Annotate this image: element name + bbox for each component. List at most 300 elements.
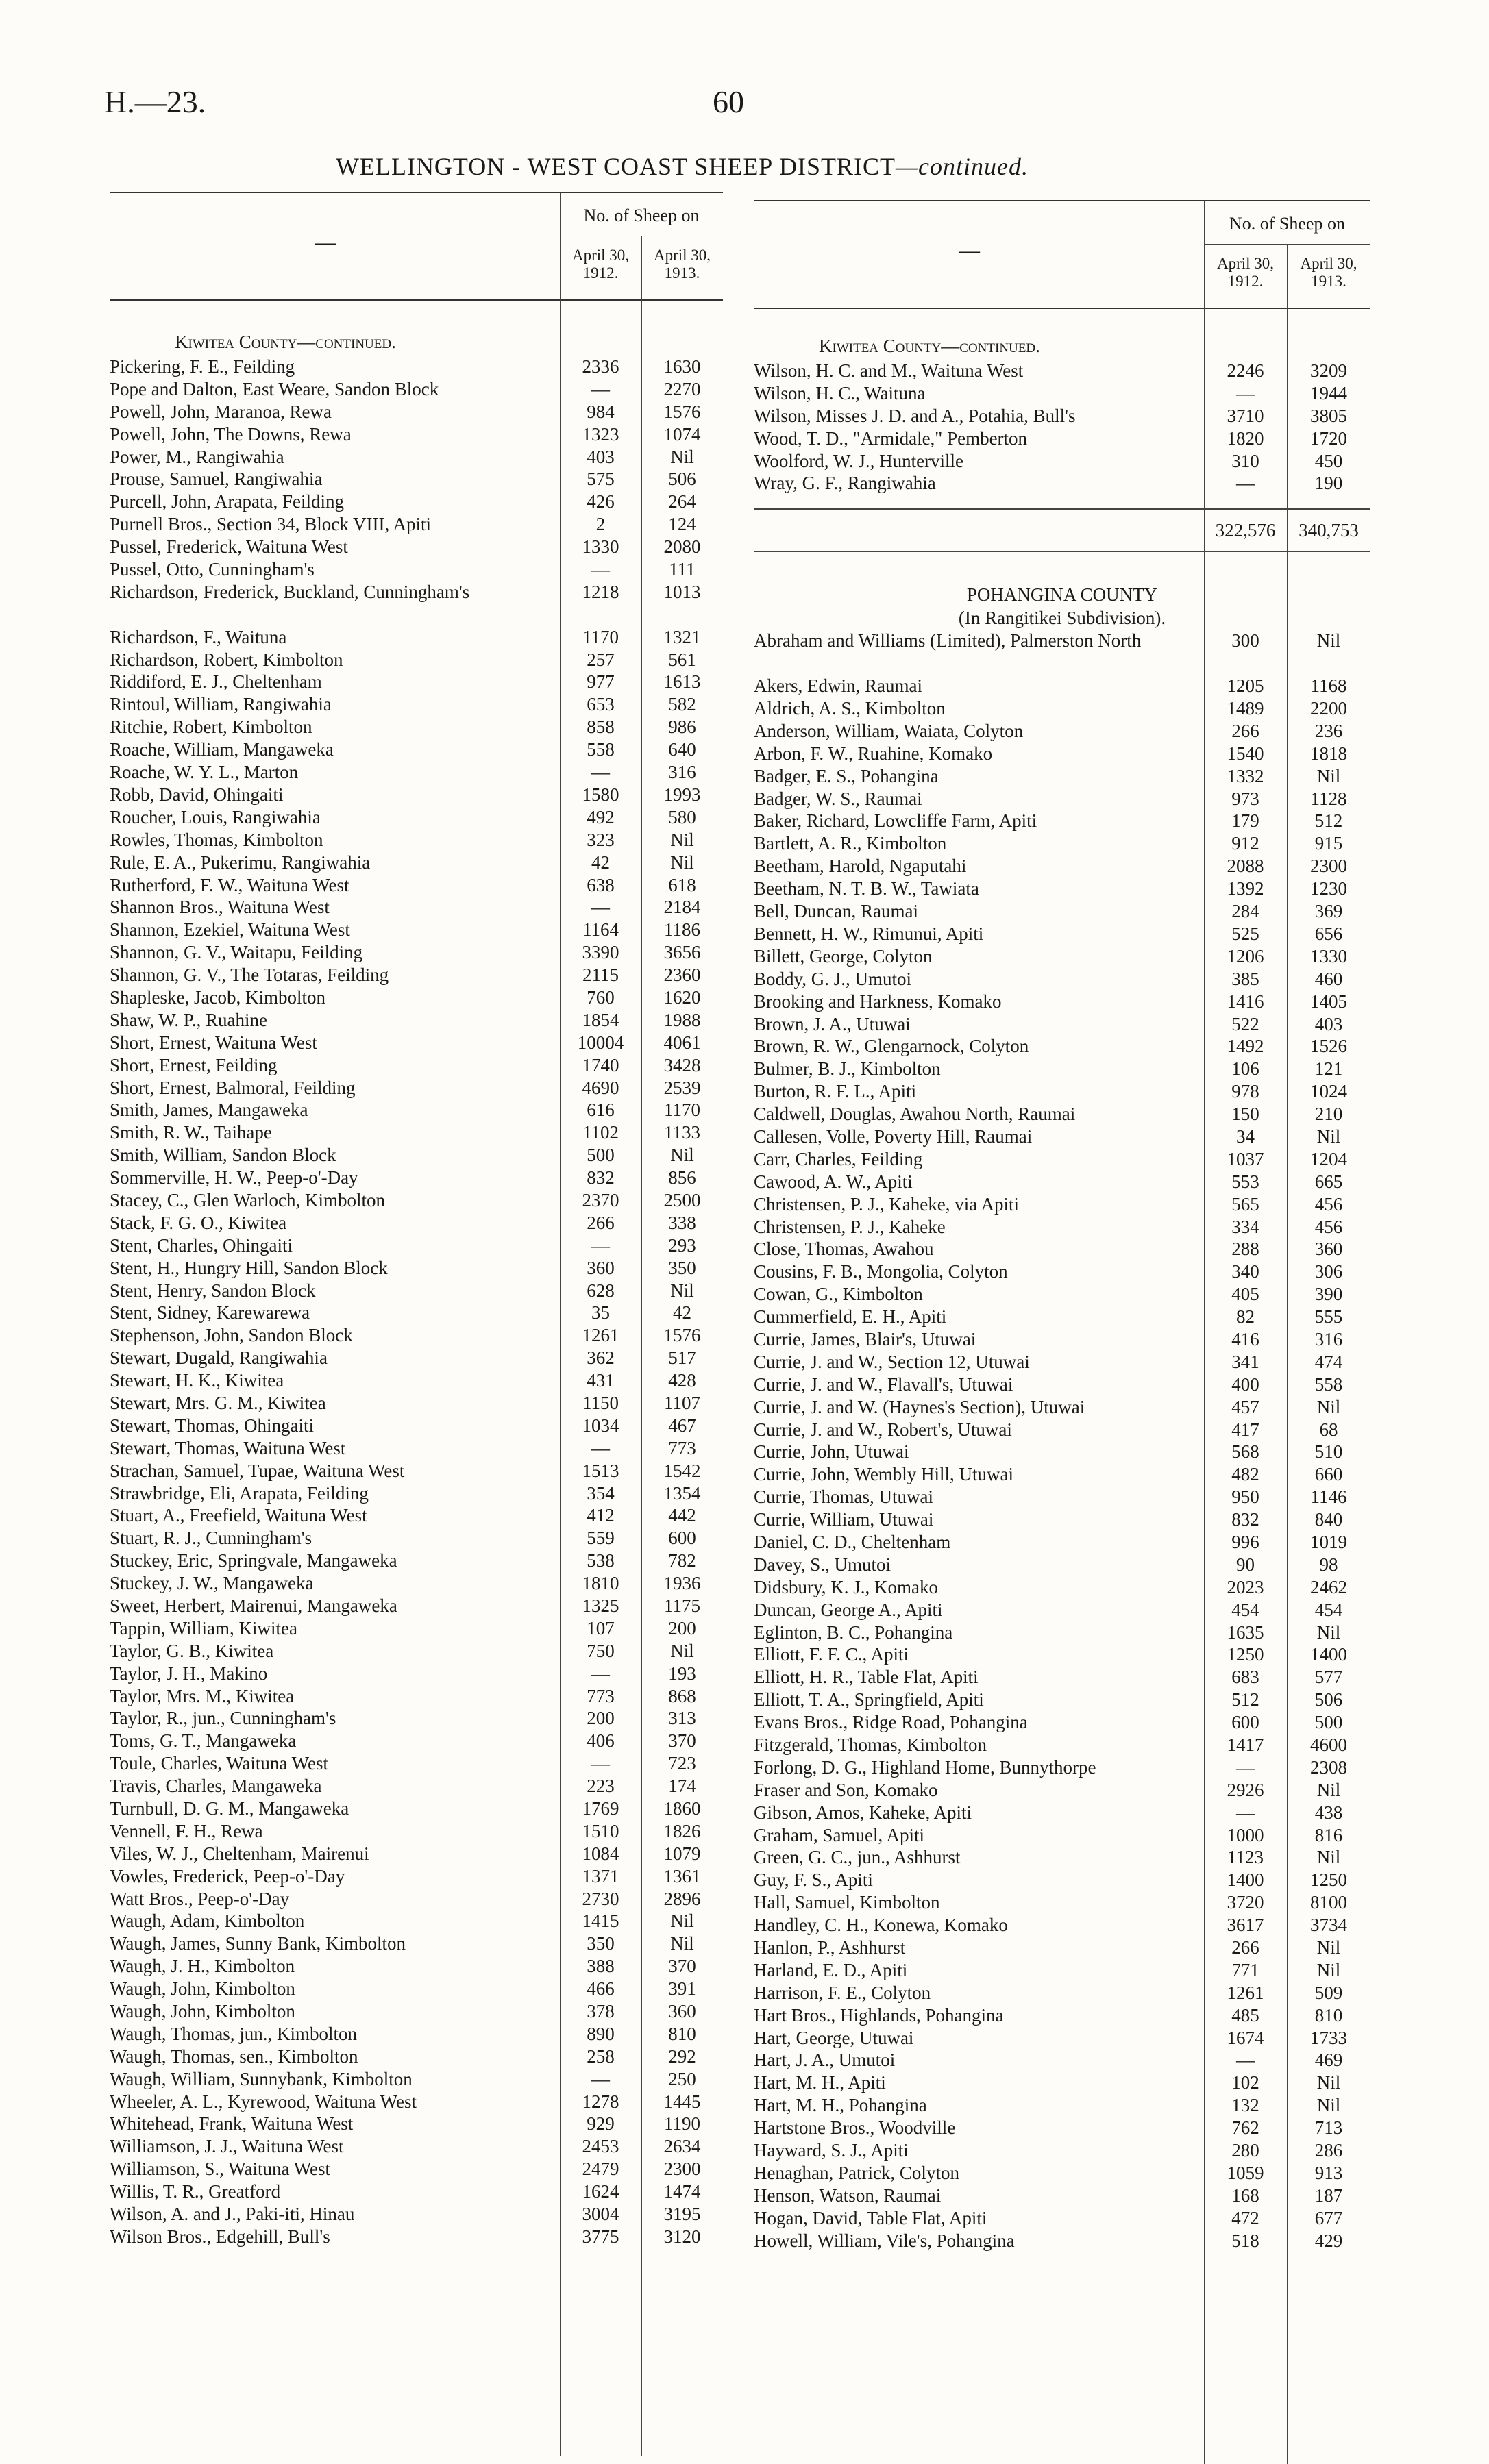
sheep-1913: 2500 (663, 1189, 701, 1210)
sheep-1913: 986 (668, 717, 696, 738)
table-row (754, 1013, 1370, 1036)
table-row (754, 1238, 1370, 1260)
owner-name: Smith, James, Mangaweka (110, 1099, 308, 1121)
table-row (754, 2185, 1370, 2207)
sheep-1913: 2300 (1310, 856, 1347, 877)
sheep-1912: 1278 (582, 2091, 619, 2112)
sheep-1912: 890 (587, 2023, 615, 2044)
sheep-1913: 190 (1314, 473, 1343, 494)
sheep-1913: 500 (1314, 1712, 1343, 1733)
table-row (110, 1189, 723, 1212)
sheep-1912: 354 (587, 1482, 615, 1504)
sheep-1912: 912 (1231, 833, 1259, 854)
owner-name: Fraser and Son, Komako (754, 1779, 938, 1800)
sheep-1913: Nil (670, 446, 694, 467)
owner-name: Hart, M. H., Pohangina (754, 2095, 927, 2116)
sheep-1913: 429 (1314, 2230, 1343, 2251)
sheep-1913: 316 (668, 762, 696, 783)
sheep-1912: 1580 (582, 784, 619, 805)
sheep-1913: 2080 (663, 536, 701, 558)
owner-name: Rule, E. A., Pukerimu, Rangiwahia (110, 851, 371, 873)
owner-name: Woolford, W. J., Hunterville (754, 450, 964, 471)
sheep-1912: 559 (587, 1528, 615, 1549)
owner-name: Hart Bros., Highlands, Pohangina (754, 2004, 1004, 2026)
table-row (754, 2117, 1370, 2139)
table-row (110, 356, 723, 378)
right-section-heading (754, 332, 1370, 360)
sheep-1913: 810 (668, 2023, 696, 2044)
sheep-1913: Nil (670, 1280, 694, 1301)
sheep-1913: 3428 (663, 1054, 701, 1075)
sheep-1912: — (1236, 1802, 1255, 1823)
sheep-1912: 284 (1231, 901, 1259, 922)
owner-name: Richardson, Frederick, Buckland, Cunningham's (110, 581, 470, 602)
owner-name: Bulmer, B. J., Kimbolton (754, 1058, 941, 1080)
header-dash: — (959, 239, 980, 262)
owner-name: Bennett, H. W., Rimunui, Apiti (754, 923, 984, 944)
table-row (754, 1734, 1370, 1756)
sheep-1912: 1769 (582, 1798, 619, 1819)
table-row (754, 675, 1370, 697)
sheep-1913: 1204 (1310, 1148, 1347, 1169)
sheep-1913: 4061 (663, 1032, 701, 1053)
owner-name: Stack, F. G. O., Kiwitea (110, 1212, 287, 1233)
sheep-1913: 1175 (664, 1595, 700, 1616)
owner-name: Currie, J. and W., Section 12, Utuwai (754, 1351, 1030, 1372)
owner-name: Taylor, Mrs. M., Kiwitea (110, 1685, 295, 1706)
owner-name: Eglinton, B. C., Pohangina (754, 1621, 953, 1643)
sheep-1912: 538 (587, 1550, 615, 1571)
sheep-1912: 1170 (582, 626, 619, 647)
owner-name: Smith, William, Sandon Block (110, 1145, 336, 1166)
sheep-1912: 431 (587, 1370, 615, 1391)
total-1912: 322,576 (1215, 520, 1276, 541)
table-row (110, 874, 723, 897)
table-row (754, 2004, 1370, 2027)
sheep-1912: 341 (1231, 1351, 1259, 1372)
sheep-1913: 428 (668, 1370, 696, 1391)
owner-name: Waugh, John, Kimbolton (110, 1978, 295, 2000)
sheep-1913: 510 (1314, 1441, 1343, 1463)
table-row (110, 784, 723, 806)
table-row (110, 423, 723, 446)
sheep-1913: 1860 (663, 1798, 701, 1819)
table-row (754, 923, 1370, 945)
table-row (754, 1306, 1370, 1328)
sheep-1912: 1510 (582, 1820, 619, 1841)
owner-name: Williamson, S., Waituna West (110, 2158, 331, 2180)
owner-name: Beetham, Harold, Ngaputahi (754, 856, 967, 877)
table-row (110, 1640, 723, 1663)
table-row (110, 1595, 723, 1617)
owner-name: Stent, H., Hungry Hill, Sandon Block (110, 1257, 388, 1278)
table-row (110, 1482, 723, 1505)
owner-name: Wheeler, A. L., Kyrewood, Waituna West (110, 2091, 417, 2112)
sheep-1913: 1361 (663, 1865, 701, 1887)
owner-name: Shannon Bros., Waituna West (110, 897, 330, 918)
owner-name: Stent, Henry, Sandon Block (110, 1280, 316, 1301)
table-row (754, 1937, 1370, 1959)
owner-name: Hanlon, P., Ashhurst (754, 1937, 906, 1958)
owner-name: Stuckey, Eric, Springvale, Mangaweka (110, 1550, 397, 1571)
owner-name: Purnell Bros., Section 34, Block VIII, Apiti (110, 514, 431, 535)
sheep-1912: 2336 (582, 356, 619, 377)
sheep-1913: Nil (1316, 1779, 1341, 1800)
table-row (754, 788, 1370, 810)
owner-name: Waugh, Adam, Kimbolton (110, 1911, 305, 1932)
table-row (110, 896, 723, 919)
table-row (110, 1504, 723, 1527)
owner-name: Waugh, J. H., Kimbolton (110, 1956, 295, 1977)
sheep-1912: 558 (587, 739, 615, 760)
sheep-1913: 1170 (664, 1099, 700, 1121)
sheep-1913: 555 (1314, 1306, 1343, 1328)
sheep-1913: 456 (1314, 1216, 1343, 1237)
sheep-1912: 223 (587, 1776, 615, 1797)
sheep-1912: — (591, 1753, 610, 1774)
sheep-1913: 640 (668, 739, 696, 760)
sheep-1912: 996 (1231, 1531, 1259, 1552)
sheep-1912: 832 (1231, 1509, 1259, 1530)
owner-name: Waugh, William, Sunnybank, Kimbolton (110, 2068, 413, 2089)
owner-name: Boddy, G. J., Umutoi (754, 968, 912, 989)
table-row (110, 401, 723, 423)
sheep-1913: 1613 (663, 671, 701, 693)
owner-name: Davey, S., Umutoi (754, 1554, 891, 1575)
left-section-heading (110, 328, 723, 356)
table-row (110, 1865, 723, 1888)
sheep-1912: 984 (587, 401, 615, 422)
sheep-1912: 403 (587, 446, 615, 467)
page-number: 60 (713, 84, 744, 119)
sheep-1913: 2184 (663, 897, 701, 918)
sheep-1913: 111 (669, 559, 696, 580)
owner-name: Evans Bros., Ridge Road, Pohangina (754, 1712, 1028, 1733)
sheep-1912: 132 (1231, 2095, 1259, 2116)
sheep-1912: 977 (587, 671, 615, 693)
sheep-1913: 656 (1314, 923, 1343, 944)
sheep-1913: 390 (1314, 1284, 1343, 1305)
table-row (754, 2027, 1370, 2050)
sheep-1913: 816 (1314, 1824, 1343, 1845)
sheep-1913: 338 (668, 1212, 696, 1233)
sheep-1913: Nil (1316, 2072, 1341, 2093)
table-row (754, 1711, 1370, 1734)
table-row (110, 2023, 723, 2045)
sheep-1913: 3209 (1310, 360, 1347, 381)
owner-name: Shaw, W. P., Ruahine (110, 1009, 268, 1030)
sheep-1912: 3004 (582, 2204, 619, 2225)
owner-name: Shannon, Ezekiel, Waituna West (110, 919, 350, 941)
table-row (754, 743, 1370, 765)
sheep-1913: 370 (668, 1956, 696, 1977)
sheep-1912: 1392 (1227, 878, 1264, 899)
owner-name: Stent, Sidney, Karewarewa (110, 1302, 310, 1323)
sheep-1913: 4600 (1310, 1734, 1347, 1755)
sheep-1912: 628 (587, 1280, 615, 1301)
sheep-1912: 1415 (582, 1911, 619, 1932)
owner-name: Beetham, N. T. B. W., Tawiata (754, 878, 979, 899)
sheep-1913: 1074 (663, 423, 701, 445)
table-row (754, 1846, 1370, 1869)
sheep-1912: 406 (587, 1730, 615, 1752)
sheep-1913: 1405 (1310, 991, 1347, 1012)
sheep-1913: Nil (1316, 1125, 1341, 1147)
sheep-1913: 1079 (663, 1843, 701, 1864)
sheep-1912: 3775 (582, 2226, 619, 2247)
owner-name: Shannon, G. V., The Totaras, Feilding (110, 965, 389, 986)
sheep-1912: 257 (587, 649, 615, 670)
table-row (754, 1463, 1370, 1486)
table-row (110, 2068, 723, 2091)
owner-name: Short, Ernest, Balmoral, Feilding (110, 1077, 356, 1098)
title-main: WELLINGTON - WEST COAST SHEEP DISTRICT (336, 153, 896, 180)
sheep-1913: 582 (668, 694, 696, 715)
kiwitea-total-row (754, 508, 1370, 552)
owner-name: Brown, J. A., Utuwai (754, 1013, 911, 1034)
sheep-1912: 472 (1231, 2207, 1259, 2228)
owner-name: Currie, John, Wembly Hill, Utuwai (754, 1464, 1014, 1485)
sheep-1912: 1417 (1227, 1734, 1264, 1755)
owner-name: Richardson, Robert, Kimbolton (110, 649, 343, 670)
sheep-1912: 973 (1231, 788, 1259, 809)
table-row (110, 1280, 723, 1302)
sheep-1913: 2462 (1310, 1576, 1347, 1597)
table-row (110, 2135, 723, 2158)
owner-name: Wilson, H. C. and M., Waituna West (754, 360, 1024, 381)
sheep-1913: 868 (668, 1685, 696, 1706)
owner-name: Currie, John, Utuwai (754, 1441, 909, 1463)
table-row (754, 450, 1370, 473)
sheep-1912: 466 (587, 1978, 615, 2000)
table-row (754, 720, 1370, 743)
sheep-1913: 1720 (1310, 427, 1347, 449)
sheep-1913: Nil (670, 1640, 694, 1661)
table-row (754, 2094, 1370, 2117)
owner-name: Stephenson, John, Sandon Block (110, 1325, 353, 1346)
sheep-1912: — (1236, 382, 1255, 403)
sheep-1913: 174 (668, 1776, 696, 1797)
table-row (110, 2226, 723, 2248)
table-row (110, 1347, 723, 1369)
sheep-1912: 266 (1231, 720, 1259, 741)
table-row (110, 1302, 723, 1324)
sheep-1913: 561 (668, 649, 696, 670)
owner-name: Harrison, F. E., Colyton (754, 1982, 931, 2003)
right-table-header (754, 200, 1370, 309)
sheep-1912: 90 (1236, 1554, 1255, 1575)
table-row (110, 1843, 723, 1865)
sheep-1913: 1230 (1310, 878, 1347, 899)
owner-name: Currie, James, Blair's, Utuwai (754, 1328, 976, 1349)
sheep-1913: Nil (670, 1145, 694, 1166)
table-row (754, 1869, 1370, 1891)
table-row (110, 1369, 723, 1392)
owner-name: Christensen, P. J., Kaheke, via Apiti (754, 1193, 1019, 1215)
sheep-1912: 500 (587, 1145, 615, 1166)
table-row (754, 630, 1370, 675)
table-row (110, 2113, 723, 2135)
table-row (754, 2207, 1370, 2230)
sheep-1913: 42 (673, 1302, 691, 1323)
header-group-label: No. of Sheep on (1229, 214, 1345, 234)
table-row (754, 765, 1370, 788)
table-row (110, 693, 723, 716)
owner-name: Elliott, H. R., Table Flat, Apiti (754, 1667, 979, 1688)
sheep-1913: 1993 (663, 784, 701, 805)
owner-name: Green, G. C., jun., Ashhurst (754, 1847, 961, 1868)
sheep-1913: 193 (668, 1663, 696, 1684)
table-row (110, 1212, 723, 1234)
sheep-1912: 1150 (582, 1392, 619, 1413)
sheep-1913: 2200 (1310, 698, 1347, 719)
owner-name: Ritchie, Robert, Kimbolton (110, 717, 312, 738)
table-row (110, 1415, 723, 1437)
sheep-1912: 1400 (1227, 1869, 1264, 1891)
owner-name: Stuart, R. J., Cunningham's (110, 1528, 312, 1549)
sheep-1912: — (591, 762, 610, 783)
table-row (110, 1032, 723, 1054)
sheep-1913: Nil (670, 829, 694, 850)
left-table (110, 192, 723, 2248)
sheep-1913: 840 (1314, 1509, 1343, 1530)
sheep-1912: 1489 (1227, 698, 1264, 719)
sheep-1912: 2479 (582, 2158, 619, 2180)
sheep-1912: 773 (587, 1685, 615, 1706)
owner-name: Strawbridge, Eli, Arapata, Feilding (110, 1482, 369, 1504)
sheep-1912: 10004 (577, 1032, 624, 1053)
table-row (110, 1932, 723, 1955)
owner-name: Powell, John, The Downs, Rewa (110, 423, 352, 445)
sheep-1912: 362 (587, 1347, 615, 1369)
table-row (754, 1193, 1370, 1216)
sheep-1912: 1325 (582, 1595, 619, 1616)
table-row (110, 1910, 723, 1932)
owner-name: Stent, Charles, Ohingaiti (110, 1234, 293, 1256)
owner-name: Burton, R. F. L., Apiti (754, 1081, 917, 1102)
sheep-1913: 665 (1314, 1171, 1343, 1192)
sheep-1913: 403 (1314, 1013, 1343, 1034)
table-row (110, 671, 723, 693)
owner-name: Hartstone Bros., Woodville (754, 2117, 956, 2139)
sheep-1913: 2634 (663, 2136, 701, 2157)
sheep-1912: 600 (1231, 1712, 1259, 1733)
table-row (110, 1077, 723, 1099)
table-row (754, 360, 1370, 382)
sheep-1913: 810 (1314, 2004, 1343, 2026)
table-row (110, 716, 723, 738)
table-row (110, 1099, 723, 1121)
sheep-1912: 750 (587, 1640, 615, 1661)
table-row (754, 1576, 1370, 1599)
owner-name: Waugh, John, Kimbolton (110, 2001, 295, 2022)
sheep-1912: 416 (1231, 1328, 1259, 1349)
table-row (754, 1643, 1370, 1666)
owner-name: Pussel, Frederick, Waituna West (110, 536, 348, 558)
sheep-1912: 1059 (1227, 2162, 1264, 2183)
owner-name: Toms, G. T., Mangaweka (110, 1730, 297, 1752)
owner-name: Currie, J. and W. (Haynes's Section), Utuwai (754, 1396, 1085, 1417)
sheep-1913: 713 (1314, 2117, 1343, 2139)
sheep-1912: 1820 (1227, 427, 1264, 449)
sheep-1913: Nil (1316, 630, 1341, 651)
sheep-1912: 385 (1231, 968, 1259, 989)
sheep-1913: 460 (1314, 968, 1343, 989)
owner-name: Wilson, A. and J., Paki-iti, Hinau (110, 2204, 355, 2225)
table-row (754, 1260, 1370, 1283)
sheep-1912: 2115 (582, 965, 619, 986)
sheep-1912: 482 (1231, 1464, 1259, 1485)
owner-name: Short, Ernest, Feilding (110, 1054, 278, 1075)
table-row (754, 1486, 1370, 1508)
sheep-1913: 250 (668, 2068, 696, 2089)
sheep-1912: 179 (1231, 810, 1259, 832)
owner-name: Robb, David, Ohingaiti (110, 784, 284, 805)
table-row (110, 536, 723, 558)
table-row (110, 1707, 723, 1730)
sheep-1912: 565 (1231, 1193, 1259, 1215)
owner-name: Carr, Charles, Feilding (754, 1148, 923, 1169)
owner-name: Vowles, Frederick, Peep-o'-Day (110, 1865, 345, 1887)
sheep-1913: 1445 (663, 2091, 701, 2112)
sheep-1913: 512 (1314, 810, 1343, 832)
sheep-1912: 575 (587, 469, 615, 490)
sheep-1913: 200 (668, 1617, 696, 1639)
owner-name: Prouse, Samuel, Rangiwahia (110, 469, 323, 490)
table-row (110, 986, 723, 1009)
sheep-1912: 266 (587, 1212, 615, 1233)
table-row (754, 878, 1370, 900)
table-row (754, 1802, 1370, 1824)
owner-name: Roache, William, Mangaweka (110, 739, 334, 760)
table-row (754, 1058, 1370, 1080)
sheep-1913: 370 (668, 1730, 696, 1752)
owner-name: Rowles, Thomas, Kimbolton (110, 829, 323, 850)
sheep-1912: 34 (1236, 1125, 1255, 1147)
table-row (754, 1508, 1370, 1531)
sheep-1913: 467 (668, 1415, 696, 1436)
sheep-1912: 1123 (1227, 1847, 1264, 1868)
header-col-1913: April 30, 1913. (653, 247, 711, 282)
owner-name: Whitehead, Frank, Waituna West (110, 2113, 354, 2135)
sheep-1913: 1826 (663, 1820, 701, 1841)
table-row (110, 2091, 723, 2113)
owner-name: Travis, Charles, Mangaweka (110, 1776, 322, 1797)
right-rows-pohangina (754, 630, 1370, 2252)
sheep-1912: 400 (1231, 1373, 1259, 1395)
table-row (754, 1283, 1370, 1306)
page-title (336, 152, 1029, 181)
sheep-1912: 340 (1231, 1261, 1259, 1282)
owner-name: Williamson, J. J., Waituna West (110, 2136, 344, 2157)
owner-name: Powell, John, Maranoa, Rewa (110, 401, 332, 422)
sheep-1913: 187 (1314, 2185, 1343, 2206)
sheep-1912: 1034 (582, 1415, 619, 1436)
table-row (754, 1666, 1370, 1689)
sheep-1913: 1818 (1310, 743, 1347, 764)
sheep-1912: 412 (587, 1505, 615, 1526)
owner-name: Rutherford, F. W., Waituna West (110, 874, 349, 895)
table-row (754, 1035, 1370, 1058)
sheep-1912: 426 (587, 491, 615, 512)
owner-name: Taylor, R., jun., Cunningham's (110, 1708, 336, 1729)
sheep-1913: 1168 (1310, 675, 1347, 697)
owner-name: Wray, G. F., Rangiwahia (754, 473, 936, 494)
sheep-1913: 438 (1314, 1802, 1343, 1823)
sheep-1912: 3710 (1227, 405, 1264, 426)
owner-name: Graham, Samuel, Apiti (754, 1824, 924, 1845)
owner-name: Bell, Duncan, Raumai (754, 901, 918, 922)
